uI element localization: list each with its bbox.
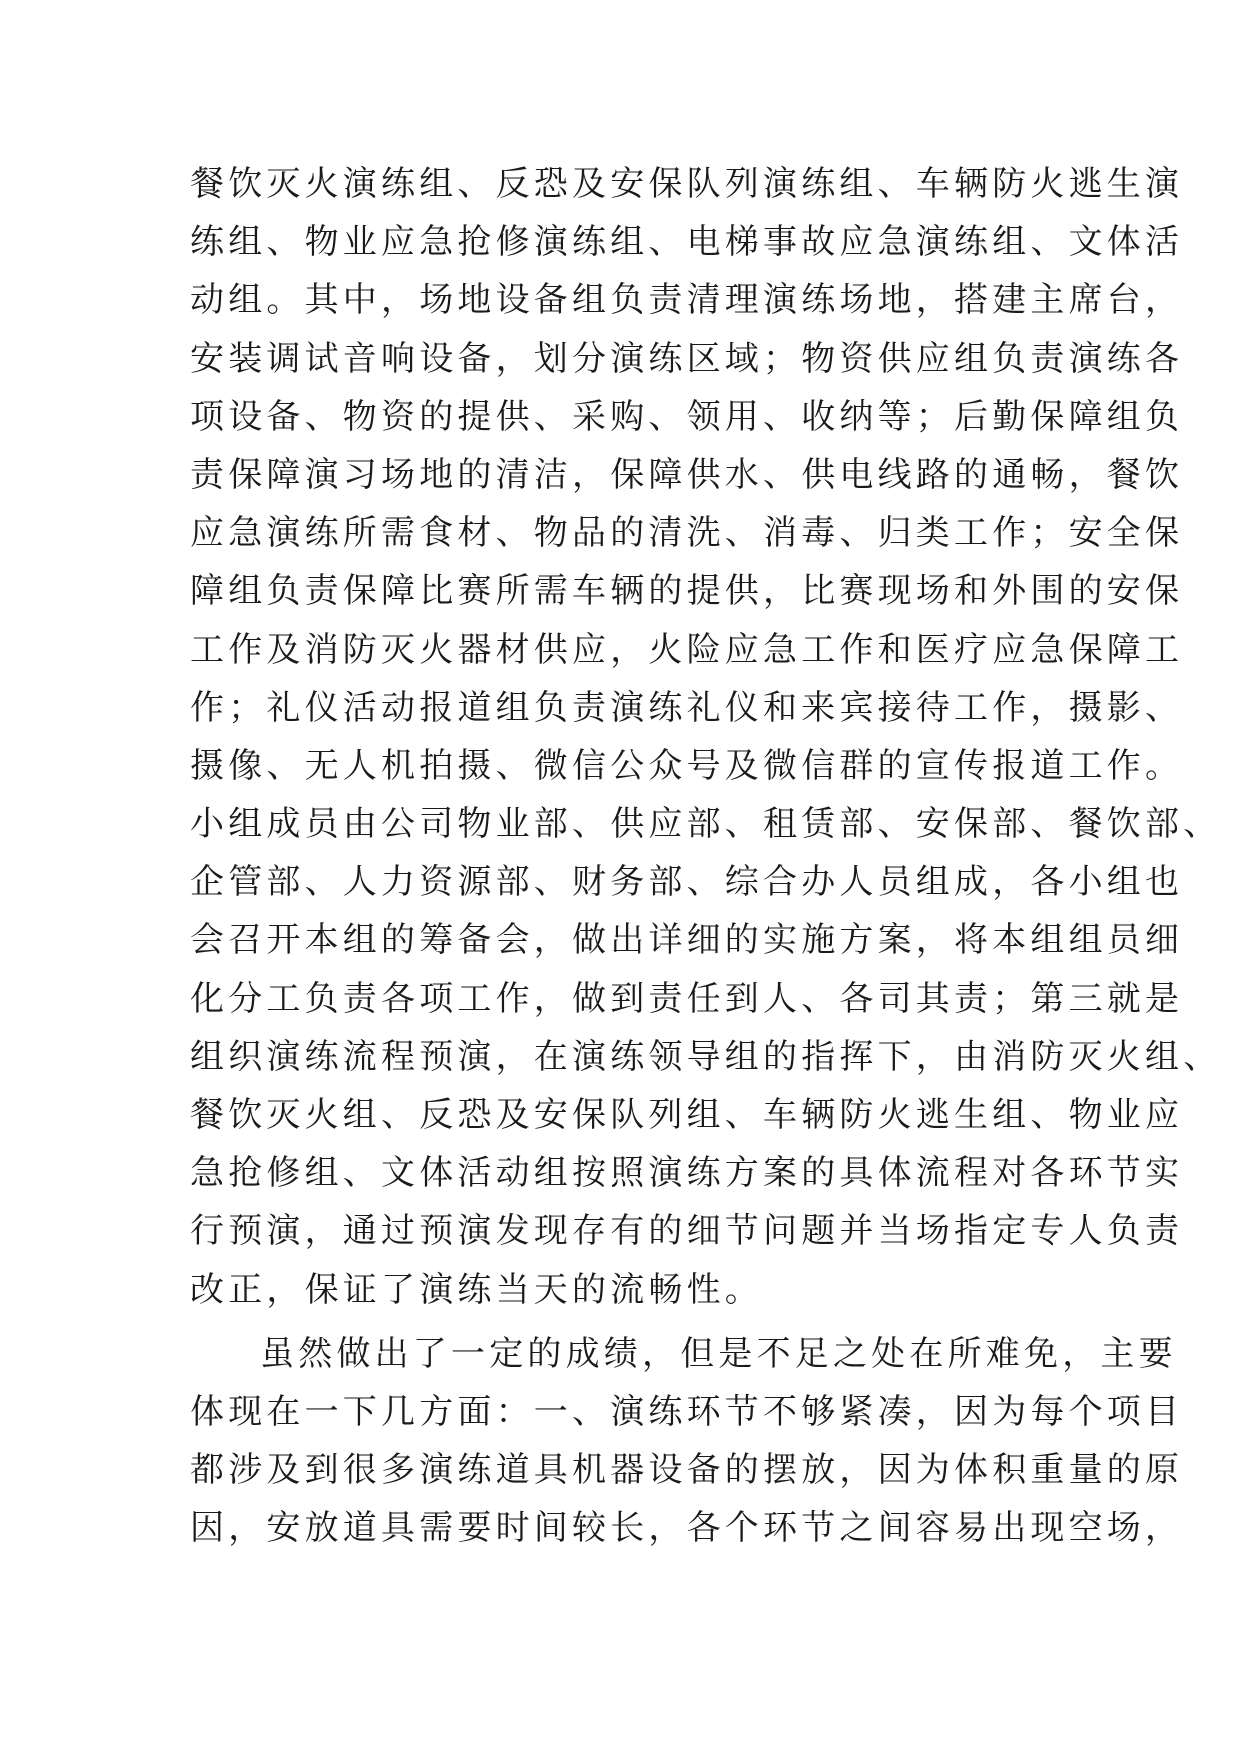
text-line: 动组。其中，场地设备组负责清理演练场地，搭建主席台， — [190, 280, 1184, 321]
document-body — [190, 155, 1222, 1558]
text-line: 化分工负责各项工作，做到责任到人、各司其责；第三就是 — [190, 978, 1184, 1019]
text-line: 会召开本组的筹备会，做出详细的实施方案，将本组组员细 — [190, 920, 1184, 961]
text-line: 餐饮灭火演练组、反恐及安保队列演练组、车辆防火逃生演 — [190, 164, 1184, 204]
text-line: 练组、物业应急抢修演练组、电梯事故应急演练组、文体活 — [190, 222, 1184, 263]
text-line: 餐饮灭火组、反恐及安保队列组、车辆防火逃生组、物业应 — [190, 1095, 1184, 1135]
text-line: 因，安放道具需要时间较长，各个环节之间容易出现空场， — [190, 1508, 1184, 1549]
text-line: 体现在一下几方面：一、演练环节不够紧凑，因为每个项目 — [190, 1391, 1184, 1432]
text-line: 应急演练所需食材、物品的清洗、消毒、归类工作；安全保 — [190, 513, 1184, 554]
text-line: 项设备、物资的提供、采购、领用、收纳等；后勤保障组负 — [190, 396, 1184, 437]
text-line: 障组负责保障比赛所需车辆的提供，比赛现场和外围的安保 — [190, 571, 1184, 612]
text-line: 工作及消防灭火器材供应，火险应急工作和医疗应急保障工 — [190, 629, 1184, 670]
text-line: 作；礼仪活动报道组负责演练礼仪和来宾接待工作，摄影、 — [190, 687, 1184, 728]
text-line: 安装调试音响设备，划分演练区域；物资供应组负责演练各 — [190, 338, 1184, 379]
text-line: 都涉及到很多演练道具机器设备的摆放，因为体积重量的原 — [190, 1450, 1184, 1491]
text-line: 组织演练流程预演，在演练领导组的指挥下，由消防灭火组、 — [190, 1036, 1222, 1077]
text-line: 改正，保证了演练当天的流畅性。 — [190, 1269, 763, 1310]
text-line: 责保障演习场地的清洁，保障供水、供电线路的通畅，餐饮 — [190, 454, 1184, 495]
paragraph-2 — [190, 1325, 1184, 1558]
text-line: 急抢修组、文体活动组按照演练方案的具体流程对各环节实 — [190, 1153, 1184, 1194]
paragraph-1 — [190, 155, 1222, 1319]
text-line: 虽然做出了一定的成绩，但是不足之处在所难免，主要 — [260, 1333, 1177, 1374]
text-line: 行预演，通过预演发现存有的细节问题并当场指定专人负责 — [190, 1211, 1184, 1252]
text-line: 摄像、无人机拍摄、微信公众号及微信群的宣传报道工作。 — [190, 745, 1184, 786]
text-line: 小组成员由公司物业部、供应部、租赁部、安保部、餐饮部、 — [190, 804, 1222, 845]
text-line: 企管部、人力资源部、财务部、综合办人员组成，各小组也 — [190, 862, 1184, 903]
